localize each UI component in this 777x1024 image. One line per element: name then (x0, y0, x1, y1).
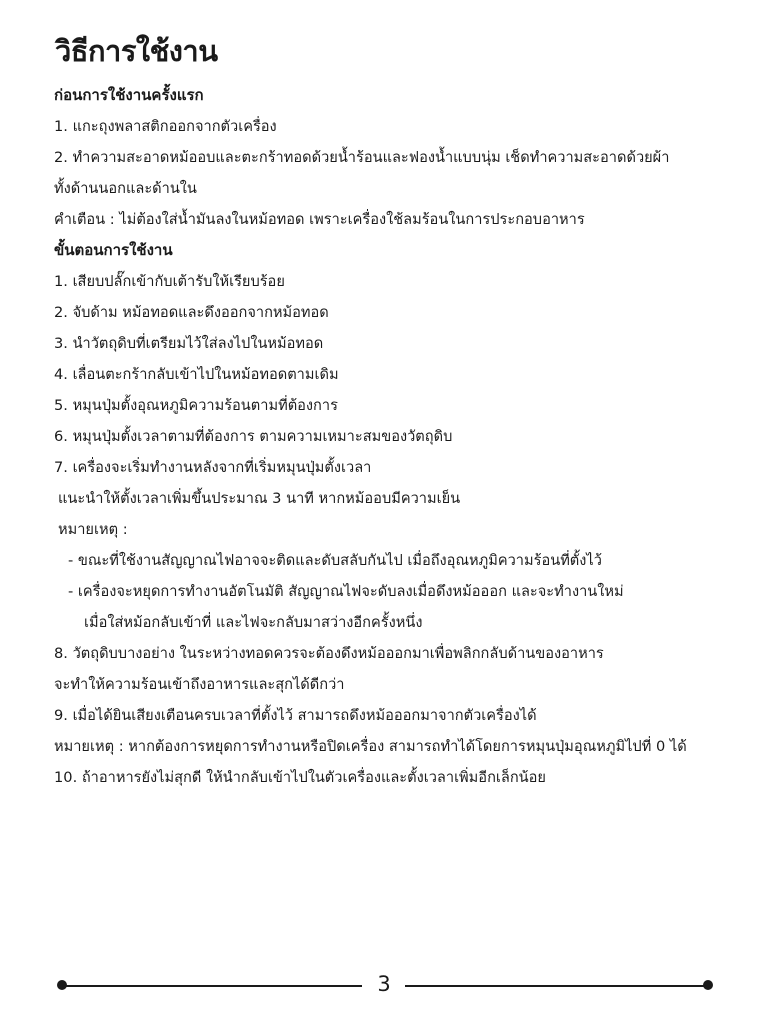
step-line: 8. วัตถุดิบบางอย่าง ในระหว่างทอดควรจะต้องดึงหม้อออกมาเพื่อพลิกกลับด้านของอาหาร (54, 645, 604, 662)
warning-line: คำเตือน : ไม่ต้องใส่น้ำมันลงในหม้อทอด เพราะเครื่องใช้ลมร้อนในการประกอบอาหาร (54, 211, 585, 228)
step-line: 6. หมุนปุ่มตั้งเวลาตามที่ต้องการ ตามความเหมาะสมของวัตถุดิบ (54, 428, 453, 445)
step-line: 3. นำวัตถุดิบที่เตรียมไว้ใส่ลงไปในหม้อทอด (54, 335, 324, 352)
note-bullet: - เครื่องจะหยุดการทำงานอัตโนมัติ สัญญาณไฟจะดับลงเมื่อดึงหม้อออก และจะทำงานใหม่ (68, 583, 624, 600)
page-number: 3 (377, 972, 391, 996)
step-tip-line: แนะนำให้ตั้งเวลาเพิ่มขึ้นประมาณ 3 นาที หากหม้ออบมีความเย็น (58, 490, 461, 507)
step-line: 9. เมื่อได้ยินเสียงเตือนครบเวลาที่ตั้งไว้ สามารถดึงหม้อออกมาจากตัวเครื่องได้ (54, 707, 537, 724)
page-content (54, 80, 744, 793)
note-bullet: - ขณะที่ใช้งานสัญญาณไฟอาจจะติดและดับสลับกันไป เมื่อถึงอุณหภูมิความร้อนที่ตั้งไว้ (68, 552, 602, 569)
step-line: 2. จับด้าม หม้อทอดและดึงออกจากหม้อทอด (54, 304, 329, 321)
page-footer (0, 970, 777, 1006)
step-line: 7. เครื่องจะเริ่มทำงานหลังจากที่เริ่มหมุนปุ่มตั้งเวลา (54, 459, 372, 476)
section-heading-steps: ขั้นตอนการใช้งาน (54, 241, 173, 259)
footer-rule-right (405, 985, 707, 987)
step-line: 5. หมุนปุ่มตั้งอุณหภูมิความร้อนตามที่ต้องการ (54, 397, 338, 414)
step-line: 10. ถ้าอาหารยังไม่สุกดี ให้นำกลับเข้าไปในตัวเครื่องและตั้งเวลาเพิ่มอีกเล็กน้อย (54, 769, 546, 786)
step-line: 1. เสียบปลั๊กเข้ากับเต้ารับให้เรียบร้อย (54, 273, 285, 290)
section-heading-first-use: ก่อนการใช้งานครั้งแรก (54, 86, 204, 104)
page-title: วิธีการใช้งาน (55, 34, 218, 68)
footer-rule-left (62, 985, 362, 987)
step-line: จะทำให้ความร้อนเข้าถึงอาหารและสุกได้ดีกว่า (54, 676, 345, 693)
instruction-line: 2. ทำความสะอาดหม้ออบและตะกร้าทอดด้วยน้ำร้อนและฟองน้ำแบบนุ่ม เช็ดทำความสะอาดด้วยผ้า (54, 149, 670, 166)
note-label: หมายเหตุ : (58, 521, 128, 538)
footer-dot-right (703, 980, 713, 990)
note-line: หมายเหตุ : หากต้องการหยุดการทำงานหรือปิดเครื่อง สามารถทำได้โดยการหมุนปุ่มอุณหภูมิไปที่ 0 ได้ (54, 738, 687, 755)
instruction-line: ทั้งด้านนอกและด้านใน (54, 180, 197, 197)
instruction-line: 1. แกะถุงพลาสติกออกจากตัวเครื่อง (54, 118, 277, 135)
note-bullet-continued: เมื่อใส่หม้อกลับเข้าที่ และไฟจะกลับมาสว่างอีกครั้งหนึ่ง (84, 614, 423, 631)
step-line: 4. เลื่อนตะกร้ากลับเข้าไปในหม้อทอดตามเดิม (54, 366, 339, 383)
